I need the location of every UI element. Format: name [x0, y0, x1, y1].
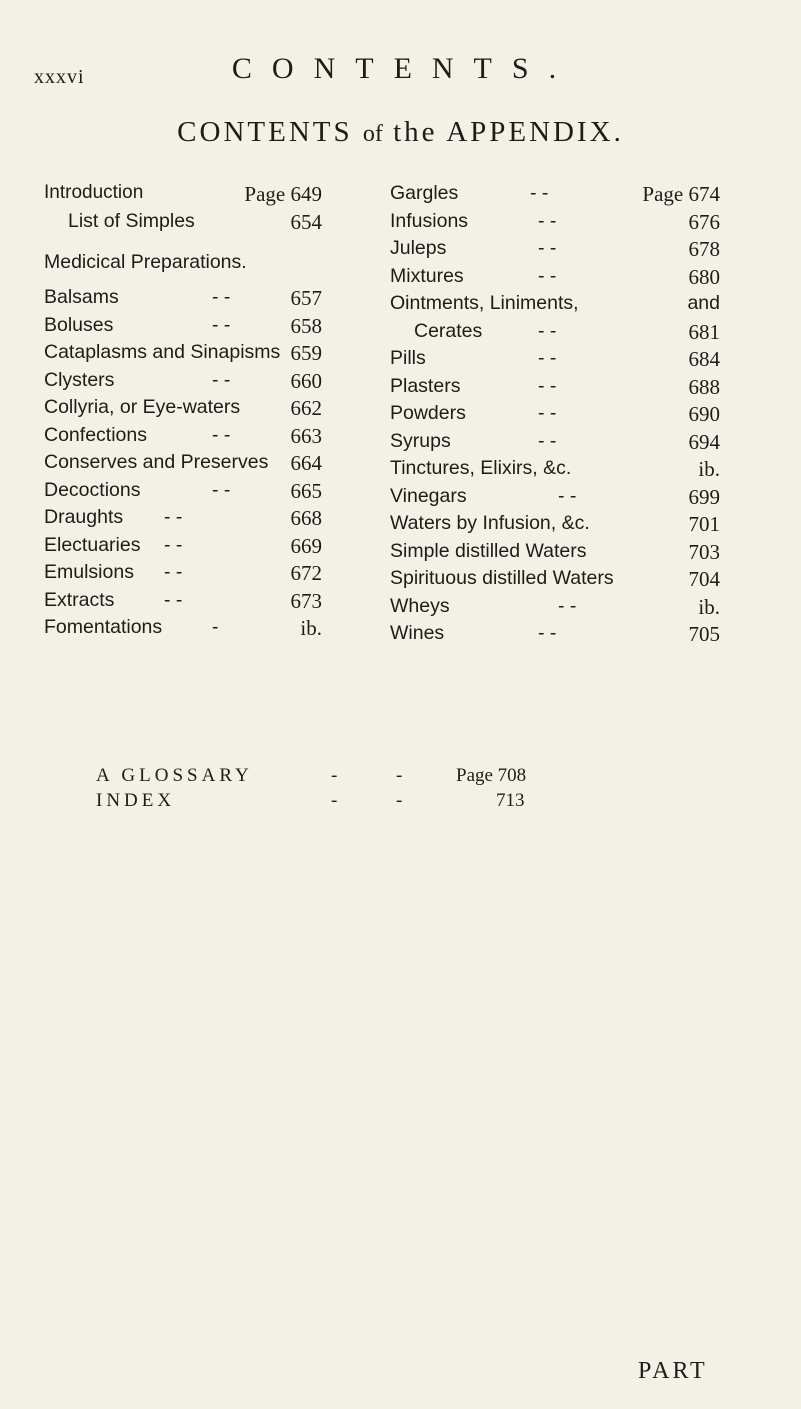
entry-name: Boluses — [44, 313, 114, 336]
entry-page: 660 — [290, 368, 322, 393]
contents-entry — [390, 347, 720, 375]
entry-name: Electuaries — [44, 533, 141, 556]
appendix-title-rest: the APPENDIX. — [393, 116, 624, 148]
contents-entry — [390, 567, 720, 595]
entry-name: Spirituous distilled Waters — [390, 567, 614, 589]
entry-dashes: - - — [212, 368, 231, 391]
glossary-entry — [96, 765, 596, 793]
entry-name: Conserves and Preserves — [44, 451, 269, 473]
entry-dashes: - - — [164, 588, 183, 611]
entry-page: 672 — [290, 561, 322, 585]
contents-entry — [390, 622, 720, 650]
entry-page: 704 — [688, 567, 720, 591]
entry-name: Decoctions — [44, 478, 141, 501]
entry-page: 701 — [688, 512, 720, 536]
contents-entry — [44, 534, 370, 562]
entry-dashes: - - — [164, 506, 183, 528]
entry-page: and — [687, 292, 720, 314]
entry-dashes: - - — [558, 484, 577, 507]
entry-page: ib. — [698, 594, 720, 619]
contents-entry — [44, 369, 370, 397]
contents-entry — [390, 375, 720, 403]
entry-dashes: - - — [538, 374, 557, 397]
entry-page: 654 — [290, 209, 322, 234]
entry-page: Page 649 — [244, 182, 322, 206]
appendix-title — [0, 116, 801, 149]
contents-entry — [44, 589, 370, 617]
entry-dashes: - - — [530, 182, 549, 204]
entry-name: Infusions — [390, 209, 469, 232]
entry-dashes: - - — [212, 423, 231, 446]
glossary-label: A GLOSSARY — [96, 765, 253, 786]
contents-entry — [390, 430, 720, 458]
appendix-title-of: of — [362, 121, 383, 147]
entry-page: ib. — [698, 457, 720, 481]
contents-entry — [390, 265, 720, 293]
index-page: 713 — [496, 790, 525, 811]
entry-name: Clysters — [44, 368, 115, 391]
entry-page: 699 — [688, 484, 720, 509]
entry-page: 684 — [688, 347, 720, 371]
entry-page: 703 — [688, 539, 720, 564]
entry-name: Vinegars — [390, 484, 467, 507]
entry-dashes: - - — [212, 478, 231, 501]
entry-dashes: - - — [538, 264, 557, 287]
entry-name: Juleps — [390, 237, 447, 259]
contents-entry — [390, 457, 720, 485]
contents-entry — [44, 341, 370, 369]
glossary-page: Page 708 — [456, 765, 527, 786]
entry-name: Extracts — [44, 588, 115, 611]
index-entry — [96, 790, 596, 818]
entry-page: 678 — [688, 237, 720, 261]
entry-name: Tinctures, Elixirs, &c. — [390, 457, 572, 479]
entry-name: Pills — [390, 347, 426, 369]
contents-entry — [390, 292, 720, 320]
entry-name: List of Simples — [68, 209, 195, 232]
entry-dash: - — [331, 790, 338, 811]
entry-name: Wines — [390, 622, 445, 644]
entry-name: Plasters — [390, 374, 461, 397]
appendix-title-main: CONTENTS — [177, 116, 353, 148]
entry-page: 659 — [290, 341, 322, 365]
entry-page: 664 — [290, 451, 322, 475]
entry-dashes: - - — [212, 286, 231, 308]
entry-name: Emulsions — [44, 561, 134, 583]
entry-name: Draughts — [44, 506, 124, 528]
contents-entry — [44, 616, 370, 644]
entry-page: 688 — [688, 374, 720, 399]
contents-left-column — [44, 182, 370, 644]
entry-dashes: - - — [558, 594, 577, 617]
entry-page: Page 674 — [642, 182, 720, 206]
contents-entry — [44, 561, 370, 589]
running-title: CONTENTS. — [231, 52, 577, 85]
entry-dashes: - - — [538, 622, 557, 644]
entry-dashes: - - — [538, 402, 557, 424]
entry-name: Introduction — [44, 182, 144, 203]
entry-dash: - — [331, 765, 338, 786]
contents-entry — [390, 485, 720, 513]
entry-dash: - — [396, 765, 403, 786]
entry-name: Gargles — [390, 182, 459, 204]
entry-page: 676 — [688, 209, 720, 234]
entry-dash: - — [396, 790, 403, 811]
entry-dashes: - - — [538, 237, 557, 259]
contents-entry — [44, 286, 370, 314]
entry-page: 680 — [688, 264, 720, 289]
contents-entry — [390, 210, 720, 238]
entry-dashes: - - — [538, 319, 557, 342]
entry-name: Waters by Infusion, &c. — [390, 512, 590, 534]
index-label: INDEX — [96, 790, 176, 811]
entry-page: 669 — [290, 533, 322, 558]
entry-page: 665 — [290, 478, 322, 503]
entry-name: Syrups — [390, 429, 451, 452]
entry-page: ib. — [300, 616, 322, 640]
entry-dashes: - - — [164, 533, 183, 556]
entry-name: Cerates — [414, 319, 483, 342]
contents-entry — [44, 451, 370, 479]
entry-page: 663 — [290, 423, 322, 448]
contents-entry — [390, 320, 720, 348]
contents-entry — [44, 314, 370, 342]
entry-dashes: - - — [538, 429, 557, 452]
contents-entry — [390, 237, 720, 265]
page-folio: xxxvi — [34, 66, 85, 88]
entry-page: 673 — [290, 588, 322, 613]
entry-page: 662 — [290, 396, 322, 420]
catchword: PART — [638, 1358, 708, 1384]
entry-page: 657 — [290, 286, 322, 310]
entry-name: Ointments, Liniments, — [390, 292, 579, 314]
entry-page: 658 — [290, 313, 322, 338]
entry-name: Medicical Preparations. — [44, 251, 247, 273]
entry-name: Wheys — [390, 594, 450, 617]
contents-entry — [44, 479, 370, 507]
entry-dashes: - - — [538, 209, 557, 232]
entry-name: Balsams — [44, 286, 119, 308]
entry-name: Collyria, or Eye-waters — [44, 396, 241, 418]
contents-entry — [44, 506, 370, 534]
entry-name: Simple distilled Waters — [390, 539, 587, 562]
entry-page: 681 — [688, 319, 720, 344]
section-heading — [44, 237, 370, 282]
contents-entry — [390, 540, 720, 568]
contents-entry — [44, 424, 370, 452]
contents-entry — [44, 396, 370, 424]
contents-entry — [390, 595, 720, 623]
entry-name: Powders — [390, 402, 466, 424]
entry-name: Cataplasms and Sinapisms — [44, 341, 281, 363]
entry-page: 668 — [290, 506, 322, 530]
contents-entry — [44, 210, 370, 238]
contents-entry — [44, 182, 370, 210]
contents-entry — [390, 512, 720, 540]
entry-page: 705 — [688, 622, 720, 646]
entry-dashes: - - — [164, 561, 183, 583]
entry-page: 694 — [688, 429, 720, 454]
entry-name: Fomentations — [44, 616, 163, 638]
entry-dashes: - - — [538, 347, 557, 369]
entry-name: Mixtures — [390, 264, 464, 287]
contents-right-column — [390, 182, 720, 650]
entry-dashes: - - — [212, 313, 231, 336]
entry-page: 690 — [688, 402, 720, 426]
contents-entry — [390, 182, 720, 210]
entry-dashes: - — [212, 616, 219, 638]
contents-entry — [390, 402, 720, 430]
running-head — [34, 52, 774, 92]
entry-name: Confections — [44, 423, 147, 446]
